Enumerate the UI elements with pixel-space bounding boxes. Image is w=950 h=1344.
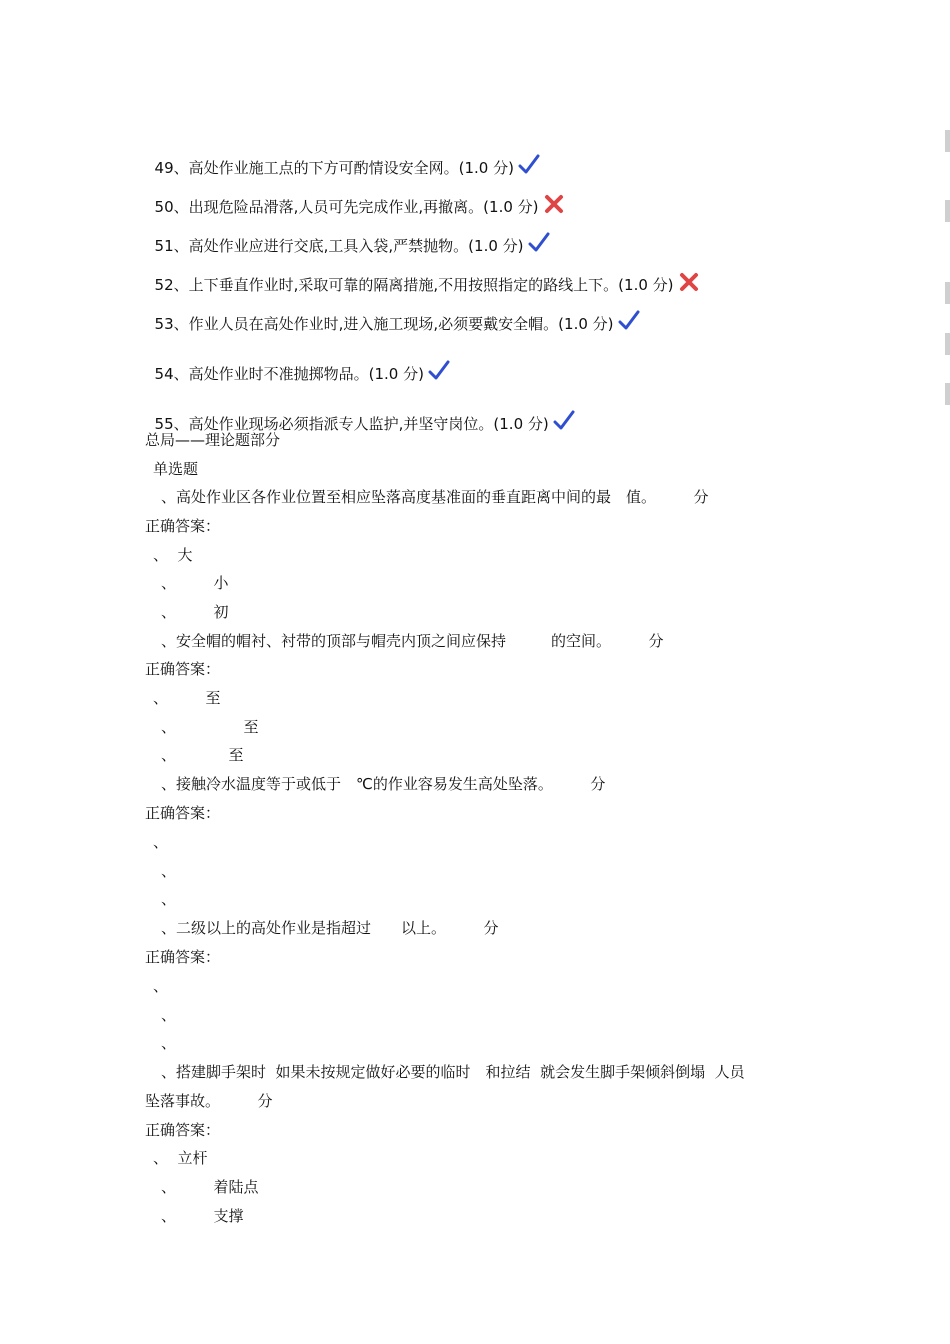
check-icon — [618, 310, 640, 332]
judgment-text: 50、出现危险品滑落,人员可先完成作业,再撤离。(1.0 分) — [154, 198, 539, 216]
judgment-text: 51、高处作业应进行交底,工具入袋,严禁抛物。(1.0 分) — [154, 237, 524, 255]
judgment-item — [145, 340, 450, 384]
page-edge-mark — [945, 130, 950, 152]
option-item: 、 初 — [161, 603, 229, 621]
answer-label: 正确答案： — [145, 1121, 221, 1139]
check-icon — [553, 410, 575, 432]
check-icon — [428, 360, 450, 382]
question-stem: 、搭建脚手架时 如果未按规定做好必要的临时 和拉结 就会发生脚手架倾斜倒塌 人员 — [161, 1063, 745, 1081]
cross-icon — [678, 271, 700, 293]
option-item: 、 — [153, 977, 169, 995]
question-stem-continued: 坠落事故。 分 — [145, 1092, 273, 1110]
option-item: 、 着陆点 — [161, 1178, 259, 1196]
section-title: 总局——理论题部分 — [145, 431, 281, 449]
option-item: 、 立杆 — [153, 1149, 208, 1167]
answer-label: 正确答案： — [145, 517, 221, 535]
judgment-item — [145, 251, 700, 295]
judgment-item — [145, 290, 640, 334]
option-item: 、 — [161, 862, 177, 880]
judgment-text: 52、上下垂直作业时,采取可靠的隔离措施,不用按照指定的路线上下。(1.0 分) — [154, 276, 674, 294]
question-stem: 、二级以上的高处作业是指超过 以上。 分 — [161, 919, 499, 937]
option-item: 、 大 — [153, 546, 193, 564]
question-stem: 、高处作业区各作业位置至相应坠落高度基准面的垂直距离中间的最 值。 分 — [161, 488, 709, 506]
page-edge-mark — [945, 333, 950, 355]
page-edge-mark — [945, 282, 950, 304]
option-item: 、 小 — [161, 574, 229, 592]
subsection-title: 单选题 — [153, 460, 199, 478]
option-item: 、 — [161, 1034, 177, 1052]
option-item: 、 — [153, 833, 169, 851]
judgment-text: 54、高处作业时不准抛掷物品。(1.0 分) — [154, 365, 424, 383]
option-item: 、 支撑 — [161, 1207, 244, 1225]
judgment-item — [145, 212, 550, 256]
answer-label: 正确答案： — [145, 948, 221, 966]
judgment-item — [145, 390, 575, 434]
judgment-text: 53、作业人员在高处作业时,进入施工现场,必须要戴安全帽。(1.0 分) — [154, 315, 614, 333]
judgment-item — [145, 173, 565, 217]
page-edge-mark — [945, 200, 950, 222]
question-stem: 、接触冷水温度等于或低于 ℃的作业容易发生高处坠落。 分 — [161, 775, 606, 793]
answer-label: 正确答案： — [145, 660, 221, 678]
judgment-text: 55、高处作业现场必须指派专人监护,并坚守岗位。(1.0 分) — [154, 415, 549, 433]
page-edge-mark — [945, 383, 950, 405]
option-item: 、 — [161, 890, 177, 908]
option-item: 、 — [161, 1006, 177, 1024]
option-item: 、 至 — [153, 689, 221, 707]
judgment-item — [145, 134, 540, 178]
option-item: 、 至 — [161, 746, 244, 764]
answer-label: 正确答案： — [145, 804, 221, 822]
judgment-text: 49、高处作业施工点的下方可酌情设安全网。(1.0 分) — [154, 159, 514, 177]
question-stem: 、安全帽的帽衬、衬带的顶部与帽壳内顶之间应保持 的空间。 分 — [161, 632, 664, 650]
option-item: 、 至 — [161, 718, 259, 736]
